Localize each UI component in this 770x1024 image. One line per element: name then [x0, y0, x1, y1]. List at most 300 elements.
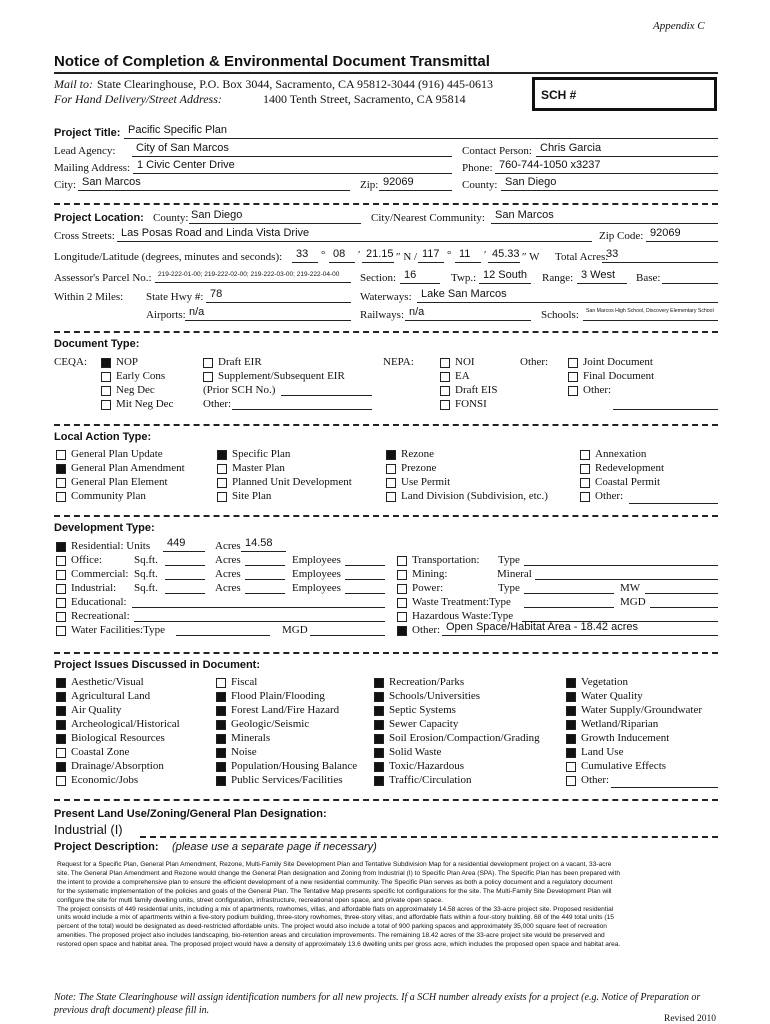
local-action-d-1-checkbox[interactable] — [580, 464, 590, 474]
doc-other-line — [613, 409, 718, 410]
local-action-c-1-checkbox[interactable] — [386, 464, 396, 474]
issue-d-3-checkbox[interactable] — [566, 720, 576, 730]
educational-checkbox[interactable] — [56, 598, 66, 608]
issue-c-7-checkbox[interactable] — [374, 776, 384, 786]
issue-b-4-checkbox[interactable] — [216, 734, 226, 744]
issue-a-3-checkbox[interactable] — [56, 720, 66, 730]
issue-c-4-checkbox[interactable] — [374, 734, 384, 744]
issue-b-0-label: Fiscal — [231, 676, 258, 688]
local-action-b-0-checkbox[interactable] — [217, 450, 227, 460]
ceqa-opt-1-checkbox[interactable] — [101, 372, 111, 382]
office-acres-line — [245, 565, 285, 566]
schools-value[interactable]: San Marcos High School, Discovery Elementary School — [586, 308, 714, 314]
lead-agency-line — [132, 156, 452, 157]
power-label: Power: — [412, 582, 444, 594]
local-action-a-1-label: General Plan Amendment — [71, 462, 185, 474]
lat-direction: ″ N / — [396, 251, 418, 263]
lat-deg-line — [292, 262, 318, 263]
doc-other-opt-1-label: Final Document — [583, 370, 655, 382]
description-line: for the systematic implementation of the policies and goals of the General Plan. The Tentative Map presents specific lot configurations for the site. The Multi-Family Site Development Plan will — [57, 887, 612, 895]
mail-to-address: State Clearinghouse, P.O. Box 3044, Sacramento, CA 95812-3044 (916) 445-0613 — [97, 77, 493, 91]
ceqa-other-line — [232, 409, 372, 410]
within-2-miles-label: Within 2 Miles: — [54, 291, 124, 303]
local-action-other-line — [629, 503, 718, 504]
issue-a-1-label: Agricultural Land — [71, 690, 151, 702]
mining-checkbox[interactable] — [397, 570, 407, 580]
power-checkbox[interactable] — [397, 584, 407, 594]
ceqa-opt-2-checkbox[interactable] — [101, 386, 111, 396]
local-action-d-0-label: Annexation — [595, 448, 647, 460]
project-title-label: Project Title: — [54, 127, 121, 139]
hazardous-waste-label: Hazardous Waste:Type — [412, 610, 514, 622]
power-mw-label: MW — [620, 582, 641, 594]
local-action-c-2-checkbox[interactable] — [386, 478, 396, 488]
issue-c-3-checkbox[interactable] — [374, 720, 384, 730]
lon-min-line — [455, 262, 481, 263]
local-action-b-1-label: Master Plan — [232, 462, 285, 474]
doc-other-opt-1-checkbox[interactable] — [568, 372, 578, 382]
range-line — [577, 283, 627, 284]
issue-b-5-checkbox[interactable] — [216, 748, 226, 758]
local-action-d-3-label: Other: — [595, 490, 624, 502]
issue-d-5-checkbox[interactable] — [566, 748, 576, 758]
lon-direction: ″ W — [522, 251, 540, 263]
issue-d-0-label: Vegetation — [581, 676, 629, 688]
doc-other-opt-0-checkbox[interactable] — [568, 358, 578, 368]
dev-other-checkbox[interactable] — [397, 626, 407, 636]
description-line: units would include a mix of apartments within a five-story podium building, three-story rowhomes, three-story villas, and affordable flats within a four-story building. 68 of the 449 total units (15 — [57, 914, 614, 922]
revised-label: Revised 2010 — [664, 1014, 716, 1024]
cross-streets-value[interactable]: Las Posas Road and Linda Vista Drive — [121, 227, 310, 239]
county-label: County: — [462, 179, 498, 191]
section-divider — [54, 652, 718, 654]
recreational-label: Recreational: — [71, 610, 130, 622]
ceqa-eir-0-checkbox[interactable] — [203, 358, 213, 368]
apn-label: Assessor's Parcel No.: — [54, 272, 152, 284]
doc-other-opt-2-checkbox[interactable] — [568, 386, 578, 396]
recreational-line — [134, 621, 385, 622]
commercial-acres-label: Acres — [215, 568, 241, 580]
apn-line — [155, 282, 351, 283]
residential-acres-label: Acres — [215, 540, 241, 552]
issue-a-3-label: Archeological/Historical — [71, 718, 180, 730]
state-hwy-line — [206, 302, 351, 303]
issue-c-7-label: Traffic/Circulation — [389, 774, 472, 786]
city-line — [78, 190, 350, 191]
ceqa-eir-1-label: Supplement/Subsequent EIR — [218, 370, 345, 382]
project-title-line — [124, 138, 718, 139]
city-value[interactable]: San Marcos — [82, 176, 141, 188]
ceqa-opt-3-label: Mit Neg Dec — [116, 398, 174, 410]
local-action-b-2-label: Planned Unit Development — [232, 476, 352, 488]
ceqa-opt-2-label: Neg Dec — [116, 384, 155, 396]
residential-units-line — [163, 551, 205, 552]
water-type-line — [176, 635, 270, 636]
issue-d-0-checkbox[interactable] — [566, 678, 576, 688]
office-employees-label: Employees — [292, 554, 341, 566]
issues-heading: Project Issues Discussed in Document: — [54, 659, 261, 671]
lead-agency-value[interactable]: City of San Marcos — [136, 142, 229, 154]
office-label: Office: — [71, 554, 102, 566]
transportation-checkbox[interactable] — [397, 556, 407, 566]
title-rule — [54, 72, 718, 74]
educational-label: Educational: — [71, 596, 127, 608]
airports-value[interactable]: n/a — [189, 306, 205, 318]
description-subheading: (please use a separate page if necessary) — [172, 841, 377, 853]
sch-label: SCH # — [541, 88, 577, 102]
residential-acres-line — [241, 551, 286, 552]
office-sqft-label: Sq.ft. — [134, 554, 158, 566]
nepa-label: NEPA: — [383, 356, 414, 368]
degree-symbol-2: ° — [447, 249, 452, 261]
local-action-a-2-label: General Plan Element — [71, 476, 168, 488]
local-action-d-3-checkbox[interactable] — [580, 492, 590, 502]
lon-seconds[interactable]: 45.33 — [492, 248, 520, 260]
ceqa-opt-1-label: Early Cons — [116, 370, 166, 382]
cross-streets-line — [117, 241, 592, 242]
contact-person-label: Contact Person: — [462, 145, 532, 157]
schools-line — [583, 320, 718, 321]
issue-b-1-checkbox[interactable] — [216, 692, 226, 702]
nepa-opt-1-label: EA — [455, 370, 470, 382]
ceqa-opt-0-checkbox[interactable] — [101, 358, 111, 368]
local-action-b-3-checkbox[interactable] — [217, 492, 227, 502]
transportation-type-label: Type — [498, 554, 520, 566]
water-facilities-label: Water Facilities:Type — [71, 624, 165, 636]
issue-b-3-label: Geologic/Seismic — [231, 718, 310, 730]
phone-label: Phone: — [462, 162, 493, 174]
local-action-c-3-label: Land Division (Subdivision, etc.) — [401, 490, 548, 502]
city-label: City: — [54, 179, 77, 191]
issue-c-5-checkbox[interactable] — [374, 748, 384, 758]
degree-symbol: ° — [321, 249, 326, 261]
latlong-label: Longitude/Latitude (degrees, minutes and seconds): — [54, 251, 283, 263]
issue-a-6-checkbox[interactable] — [56, 762, 66, 772]
commercial-employees-label: Employees — [292, 568, 341, 580]
residential-checkbox[interactable] — [56, 542, 66, 552]
lat-sec-line — [362, 262, 394, 263]
base-label: Base: — [636, 272, 661, 284]
twp-label: Twp.: — [451, 272, 477, 284]
issue-d-1-label: Water Quality — [581, 690, 643, 702]
lat-minutes[interactable]: 08 — [333, 248, 346, 260]
mailing-address-label: Mailing Address: — [54, 162, 131, 174]
contact-person-value[interactable]: Chris Garcia — [540, 142, 602, 154]
nepa-opt-1-checkbox[interactable] — [440, 372, 450, 382]
mining-mineral-label: Mineral — [497, 568, 532, 580]
educational-line — [132, 607, 385, 608]
issue-d-5-label: Land Use — [581, 746, 624, 758]
issue-c-5-label: Solid Waste — [389, 746, 442, 758]
mining-label: Mining: — [412, 568, 448, 580]
project-title-value[interactable]: Pacific Specific Plan — [128, 124, 228, 136]
issue-b-6-checkbox[interactable] — [216, 762, 226, 772]
local-action-a-3-checkbox[interactable] — [56, 492, 66, 502]
local-action-a-0-label: General Plan Update — [71, 448, 163, 460]
local-action-c-0-label: Rezone — [401, 448, 434, 460]
issue-b-3-checkbox[interactable] — [216, 720, 226, 730]
issue-b-7-label: Public Services/Facilities — [231, 774, 343, 786]
description-line: percent of the total) would be designated as deed-restricted affordable units. The project would also include a total of 900 parking spaces and approximately 35,000 square feet of recreation — [57, 923, 607, 931]
nepa-opt-0-checkbox[interactable] — [440, 358, 450, 368]
industrial-label: Industrial: — [71, 582, 117, 594]
issue-b-4-label: Minerals — [231, 732, 271, 744]
range-label: Range: — [542, 272, 574, 284]
issue-c-3-label: Sewer Capacity — [389, 718, 459, 730]
state-hwy-value[interactable]: 78 — [210, 288, 223, 300]
mining-line — [535, 579, 718, 580]
section-divider — [54, 515, 718, 517]
water-mgd-label: MGD — [282, 624, 308, 636]
twp-value[interactable]: 12 South — [483, 269, 528, 281]
issue-c-1-checkbox[interactable] — [374, 692, 384, 702]
issue-a-0-checkbox[interactable] — [56, 678, 66, 688]
issue-d-4-checkbox[interactable] — [566, 734, 576, 744]
phone-line — [495, 173, 718, 174]
issue-a-2-checkbox[interactable] — [56, 706, 66, 716]
industrial-employees-label: Employees — [292, 582, 341, 594]
issue-d-6-label: Cumulative Effects — [581, 760, 667, 772]
nepa-opt-3-label: FONSI — [455, 398, 487, 410]
residential-units-value[interactable]: 449 — [167, 537, 186, 549]
lon-deg-line — [418, 262, 444, 263]
issue-d-1-checkbox[interactable] — [566, 692, 576, 702]
local-action-c-1-label: Prezone — [401, 462, 437, 474]
community-line — [491, 223, 718, 224]
lon-minutes[interactable]: 11 — [459, 248, 471, 260]
industrial-sqft-label: Sq.ft. — [134, 582, 158, 594]
phone-value[interactable]: 760-744-1050 x3237 — [499, 159, 601, 171]
footer-note-line2: previous draft document) please fill in. — [54, 1005, 210, 1016]
waterways-line — [417, 302, 718, 303]
total-acres-value[interactable]: 33 — [606, 248, 619, 260]
issue-d-7-checkbox[interactable] — [566, 776, 576, 786]
twp-line — [479, 283, 531, 284]
airports-label: Airports: — [146, 309, 186, 321]
cross-streets-label: Cross Streets: — [54, 230, 115, 242]
description-heading: Project Description: — [54, 841, 159, 853]
office-employees-line — [345, 565, 385, 566]
local-action-b-2-checkbox[interactable] — [217, 478, 227, 488]
description-line: Request for a Specific Plan, General Plan Amendment, Rezone, Multi-Family Site Development Plan and Tentative Subdivision Map for a residential development project on a vacant, 33-acre — [57, 861, 612, 868]
contact-line — [536, 156, 718, 157]
state-hwy-label: State Hwy #: — [146, 291, 204, 303]
industrial-sqft-line — [165, 593, 205, 594]
lead-agency-label: Lead Agency: — [54, 145, 116, 157]
local-action-b-3-label: Site Plan — [232, 490, 272, 502]
local-action-a-2-checkbox[interactable] — [56, 478, 66, 488]
section-divider — [54, 203, 718, 205]
local-action-d-2-label: Coastal Permit — [595, 476, 661, 488]
nepa-opt-3-checkbox[interactable] — [440, 400, 450, 410]
ceqa-eir-0-label: Draft EIR — [218, 356, 262, 368]
zipcode-label: Zip Code: — [599, 230, 644, 242]
appendix-label: Appendix C — [653, 20, 705, 32]
issue-d-4-label: Growth Inducement — [581, 732, 670, 744]
minute-symbol-2: ′ — [484, 249, 487, 261]
total-acres-label: Total Acres: — [555, 251, 609, 263]
dev-other-value[interactable]: Open Space/Habitat Area - 18.42 acres — [446, 621, 639, 633]
nepa-opt-2-checkbox[interactable] — [440, 386, 450, 396]
issue-a-4-checkbox[interactable] — [56, 734, 66, 744]
issue-a-7-label: Economic/Jobs — [71, 774, 139, 786]
description-line: amenities. The proposed project also includes landscaping, bio-retention areas and circulation improvements. The remaining 18.42 acres of the 33-acre project site would be preserved and — [57, 932, 605, 940]
transportation-line — [524, 565, 718, 566]
industrial-acres-label: Acres — [215, 582, 241, 594]
description-line: the intent to provide a comprehensive plan to ensure the efficient development of a new residential community. The Specific Plan serves as both a policy document and a regulatory document — [57, 878, 613, 886]
issue-c-0-label: Recreation/Parks — [389, 676, 465, 688]
local-action-heading: Local Action Type: — [54, 431, 152, 443]
residential-label: Residential: Units — [71, 540, 151, 552]
waste-treatment-label: Waste Treatment:Type — [412, 596, 511, 608]
waste-treatment-checkbox[interactable] — [397, 598, 407, 608]
location-county-label: County: — [153, 212, 189, 224]
issue-a-5-label: Coastal Zone — [71, 746, 130, 758]
office-acres-label: Acres — [215, 554, 241, 566]
water-mgd-line — [310, 635, 385, 636]
waterways-value[interactable]: Lake San Marcos — [421, 288, 507, 300]
issue-c-4-label: Soil Erosion/Compaction/Grading — [389, 732, 540, 744]
issue-b-2-checkbox[interactable] — [216, 706, 226, 716]
land-use-value[interactable]: Industrial (I) — [54, 822, 123, 837]
ceqa-opt-0-label: NOP — [116, 356, 139, 368]
issue-b-1-label: Flood Plain/Flooding — [231, 690, 325, 702]
issue-c-6-checkbox[interactable] — [374, 762, 384, 772]
zip-label: Zip: — [360, 179, 379, 191]
community-value[interactable]: San Marcos — [495, 209, 554, 221]
commercial-sqft-line — [165, 579, 205, 580]
commercial-checkbox[interactable] — [56, 570, 66, 580]
lon-sec-line — [488, 262, 520, 263]
issue-a-6-label: Drainage/Absorption — [71, 760, 164, 772]
issue-a-5-checkbox[interactable] — [56, 748, 66, 758]
issue-b-6-label: Population/Housing Balance — [231, 760, 358, 772]
land-use-heading: Present Land Use/Zoning/General Plan Designation: — [54, 808, 327, 820]
document-type-heading: Document Type: — [54, 338, 140, 350]
issue-a-1-checkbox[interactable] — [56, 692, 66, 702]
zipcode-line — [646, 241, 718, 242]
commercial-employees-line — [345, 579, 385, 580]
issues-other-line — [611, 787, 718, 788]
issue-d-6-checkbox[interactable] — [566, 762, 576, 772]
power-mw-line — [645, 593, 718, 594]
issue-c-2-checkbox[interactable] — [374, 706, 384, 716]
issue-b-0-checkbox[interactable] — [216, 678, 226, 688]
waste-mgd-label: MGD — [620, 596, 646, 608]
county-value[interactable]: San Diego — [505, 176, 557, 188]
description-line: The project consists of 449 residential units, including a mix of apartments, rowhomes, villas, and affordable flats on approximately 14.58 acres of the 33-acre project site. Proposed residential — [57, 905, 614, 913]
apn-value[interactable]: 219-222-01-00; 219-222-02-00; 219-222-03-00; 219-222-04-00 — [158, 271, 340, 278]
mailing-address-line — [133, 173, 452, 174]
commercial-acres-line — [245, 579, 285, 580]
zip-value[interactable]: 92069 — [383, 176, 414, 188]
footer-note-line1: Note: The State Clearinghouse will assign identification numbers for all new projects. If a SCH number already exists for a project (e.g. Notice of Preparation or — [54, 992, 701, 1003]
lat-degrees[interactable]: 33 — [296, 248, 309, 260]
section-divider — [54, 799, 718, 801]
mailing-address-value[interactable]: 1 Civic Center Drive — [137, 159, 235, 171]
industrial-checkbox[interactable] — [56, 584, 66, 594]
industrial-acres-line — [245, 593, 285, 594]
hazardous-waste-checkbox[interactable] — [397, 612, 407, 622]
description-line: site. The General Plan Amendment and Rezone would change the General Plan designation and Zoning from Industrial (I) to Specific Plan Area (SPA). The Specific Plan has been prepared with — [57, 869, 620, 877]
issue-b-7-checkbox[interactable] — [216, 776, 226, 786]
issue-d-7-label: Other: — [581, 774, 610, 786]
prior-sch-line — [281, 395, 372, 396]
residential-acres-value[interactable]: 14.58 — [245, 537, 273, 549]
local-action-c-0-checkbox[interactable] — [386, 450, 396, 460]
industrial-employees-line — [345, 593, 385, 594]
local-action-d-1-label: Redevelopment — [595, 462, 665, 474]
office-sqft-line — [165, 565, 205, 566]
transportation-label: Transportation: — [412, 554, 480, 566]
local-action-a-0-checkbox[interactable] — [56, 450, 66, 460]
lon-degrees[interactable]: 117 — [422, 248, 440, 260]
lat-seconds[interactable]: 21.15 — [366, 248, 394, 260]
local-action-d-0-checkbox[interactable] — [580, 450, 590, 460]
lat-min-line — [329, 262, 355, 263]
recreational-checkbox[interactable] — [56, 612, 66, 622]
issue-a-7-checkbox[interactable] — [56, 776, 66, 786]
development-type-heading: Development Type: — [54, 522, 155, 534]
commercial-label: Commercial: — [71, 568, 129, 580]
railways-value[interactable]: n/a — [409, 306, 425, 318]
total-acres-line — [602, 262, 718, 263]
zip-line — [379, 190, 452, 191]
local-action-a-1-checkbox[interactable] — [56, 464, 66, 474]
local-action-d-2-checkbox[interactable] — [580, 478, 590, 488]
location-county-value[interactable]: San Diego — [191, 209, 243, 221]
waste-type-line — [524, 607, 614, 608]
issue-d-3-label: Wetland/Riparian — [581, 718, 659, 730]
location-county-line — [189, 223, 361, 224]
issue-b-2-label: Forest Land/Fire Hazard — [231, 704, 340, 716]
range-value[interactable]: 3 West — [581, 269, 616, 281]
issue-d-2-checkbox[interactable] — [566, 706, 576, 716]
section-label: Section: — [360, 272, 397, 284]
hand-delivery-address: 1400 Tenth Street, Sacramento, CA 95814 — [263, 92, 466, 106]
waste-mgd-line — [650, 607, 718, 608]
issue-c-6-label: Toxic/Hazardous — [389, 760, 464, 772]
community-label: City/Nearest Community: — [371, 212, 485, 224]
local-action-c-3-checkbox[interactable] — [386, 492, 396, 502]
zipcode-value[interactable]: 92069 — [650, 227, 681, 239]
description-line: restored open space and habitat area. The proposed project would have a density of approximately 13.6 dwelling units per gross acre, which includes the proposed open space and habitat area. — [57, 941, 621, 949]
section-line — [400, 283, 440, 284]
office-checkbox[interactable] — [56, 556, 66, 566]
railways-label: Railways: — [360, 309, 404, 321]
issue-d-2-label: Water Supply/Groundwater — [581, 704, 702, 716]
schools-label: Schools: — [541, 309, 579, 321]
local-action-b-1-checkbox[interactable] — [217, 464, 227, 474]
ceqa-other-label: Other: — [203, 398, 232, 410]
prior-sch-label: (Prior SCH No.) — [203, 384, 276, 396]
waterways-label: Waterways: — [360, 291, 412, 303]
railways-line — [405, 320, 531, 321]
issue-a-0-label: Aesthetic/Visual — [71, 676, 144, 688]
hand-delivery-label: For Hand Delivery/Street Address: — [54, 92, 222, 106]
ceqa-eir-1-checkbox[interactable] — [203, 372, 213, 382]
dev-other-label: Other: — [412, 624, 441, 636]
water-facilities-checkbox[interactable] — [56, 626, 66, 636]
issue-a-4-label: Biological Resources — [71, 732, 165, 744]
ceqa-opt-3-checkbox[interactable] — [101, 400, 111, 410]
section-divider — [140, 836, 718, 838]
issue-c-0-checkbox[interactable] — [374, 678, 384, 688]
county-line — [501, 190, 718, 191]
section-value[interactable]: 16 — [404, 269, 417, 281]
section-divider — [54, 331, 718, 333]
issue-c-1-label: Schools/Universities — [389, 690, 481, 702]
